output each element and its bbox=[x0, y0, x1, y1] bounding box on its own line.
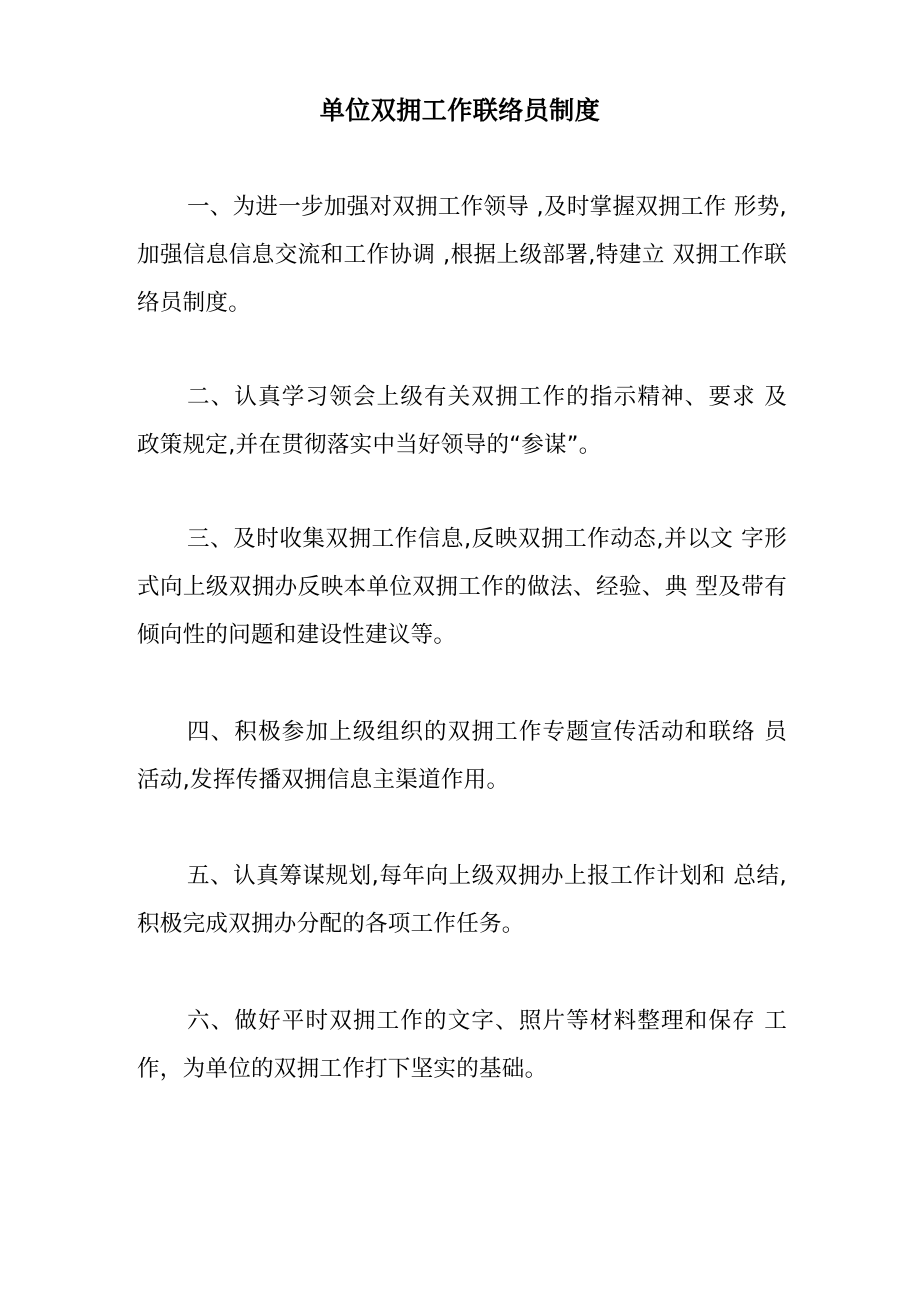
section-5: 五、认真筹谋规划,每年向上级双拥办上报工作计划和 总结,积极完成双拥办分配的各项工作任务。 bbox=[137, 863, 787, 937]
section-1: 一、为进一步加强对双拥工作领导 ,及时掌握双拥工作 形势,加强信息信息交流和工作协调 ,根据上级部署,特建立 双拥工作联络员制度。 bbox=[137, 194, 787, 316]
document-title: 单位双拥工作联络员制度 bbox=[319, 96, 601, 125]
section-6: 六、做好平时双拥工作的文字、照片等材料整理和保存 工作，为单位的双拥工作打下坚实的基础。 bbox=[137, 1008, 787, 1082]
section-2: 二、认真学习领会上级有关双拥工作的指示精神、要求 及政策规定,并在贯彻落实中当好领导的“参谋”。 bbox=[137, 384, 787, 458]
section-4: 四、积极参加上级组织的双拥工作专题宣传活动和联络 员活动,发挥传播双拥信息主渠道作用。 bbox=[137, 719, 787, 793]
section-3: 三、及时收集双拥工作信息,反映双拥工作动态,并以文 字形式向上级双拥办反映本单位双拥工作的做法、经验、典 型及带有倾向性的问题和建设性建议等。 bbox=[137, 526, 787, 648]
